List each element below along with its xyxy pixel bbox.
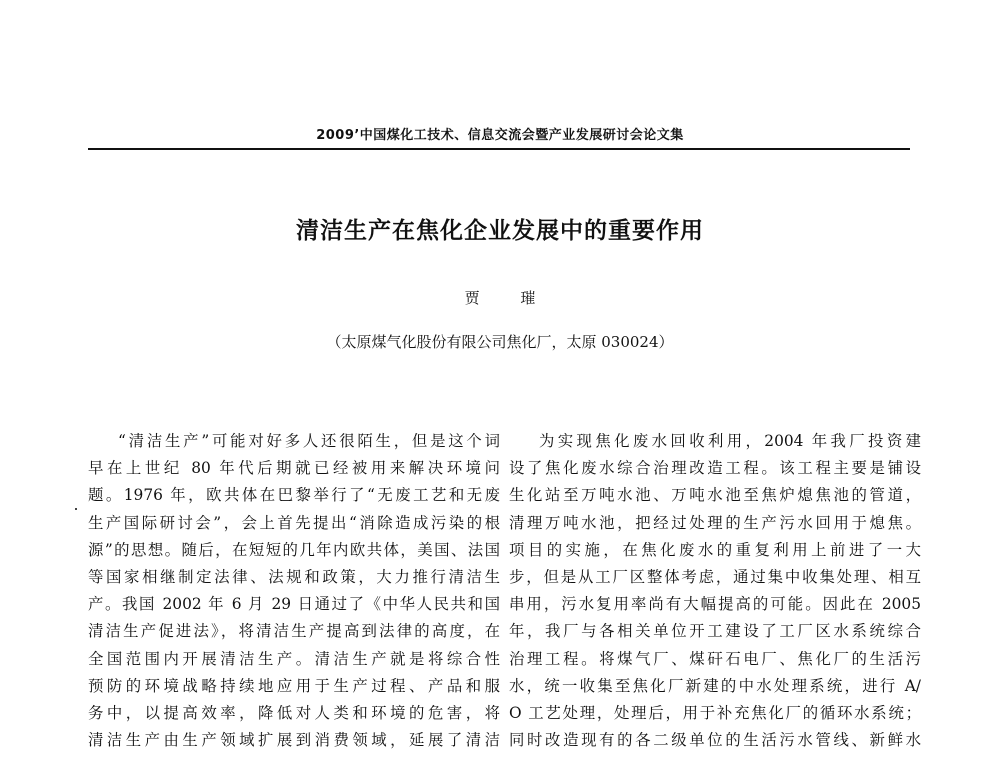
body-line: 全国范围内开展清洁生产。清洁生产就是将综合性 <box>88 649 500 668</box>
body-line: 串用，污水复用率尚有大幅提高的可能。因此在 2005 <box>509 595 921 614</box>
body-line: 产。我国 2002 年 6 月 29 日通过了《中华人民共和国 <box>88 595 500 614</box>
right-column <box>509 428 921 754</box>
author-affiliation: （太原煤气化股份有限公司焦化厂，太原 030024） <box>326 333 674 351</box>
body-line: 题。1976 年，欧共体在巴黎举行了“无废工艺和无废 <box>88 486 500 505</box>
body-line: O 工艺处理，处理后，用于补充焦化厂的循环水系统； <box>509 703 921 722</box>
body-line: 源”的思想。随后，在短短的几年内欧共体，美国、法国 <box>88 540 500 559</box>
body-line: 步，但是从工厂区整体考虑，通过集中收集处理、相互 <box>509 567 921 586</box>
body-line: 为实现焦化废水回收利用，2004 年我厂投资建 <box>539 432 921 450</box>
body-line: 年，我厂与各相关单位开工建设了工厂区水系统综合 <box>509 622 921 641</box>
body-line: 生产国际研讨会”，会上首先提出“消除造成污染的根 <box>88 513 500 532</box>
paper-title: 清洁生产在焦化企业发展中的重要作用 <box>296 218 704 244</box>
body-line: 设了焦化废水综合治理改造工程。该工程主要是铺设 <box>509 459 921 478</box>
body-line: 同时改造现有的各二级单位的生活污水管线、新鲜水 <box>509 731 921 750</box>
body-line: 清洁生产促进法》，将清洁生产提高到法律的高度，在 <box>88 622 500 641</box>
running-header: 2009’中国煤化工技术、信息交流会暨产业发展研讨会论文集 <box>316 128 684 143</box>
body-line: 水，统一收集至焦化厂新建的中水处理系统，进行 A/ <box>509 676 921 695</box>
body-line: 务中，以提高效率，降低对人类和环境的危害，将 <box>88 703 500 722</box>
body-line: 治理工程。将煤气厂、煤矸石电厂、焦化厂的生活污 <box>509 649 921 668</box>
header-rule <box>88 148 910 150</box>
author-name: 贾 璀 <box>464 289 554 307</box>
body-line: 项目的实施，在焦化废水的重复利用上前进了一大 <box>509 540 921 559</box>
body-line: 预防的环境战略持续地应用于生产过程、产品和服 <box>88 676 500 695</box>
body-line: “清洁生产”可能对好多人还很陌生，但是这个词 <box>118 432 500 450</box>
left-column <box>88 428 500 754</box>
body-line: 清理万吨水池，把经过处理的生产污水回用于熄焦。 <box>509 513 921 532</box>
body-line: 早在上世纪 80 年代后期就已经被用来解决环境问 <box>88 459 500 478</box>
body-line: 清洁生产由生产领域扩展到消费领域，延展了清洁 <box>88 731 500 750</box>
body-line: 生化站至万吨水池、万吨水池至焦炉熄焦池的管道， <box>509 486 921 505</box>
scan-speck <box>75 508 77 510</box>
body-line: 等国家相继制定法律、法规和政策，大力推行清洁生 <box>88 567 500 586</box>
